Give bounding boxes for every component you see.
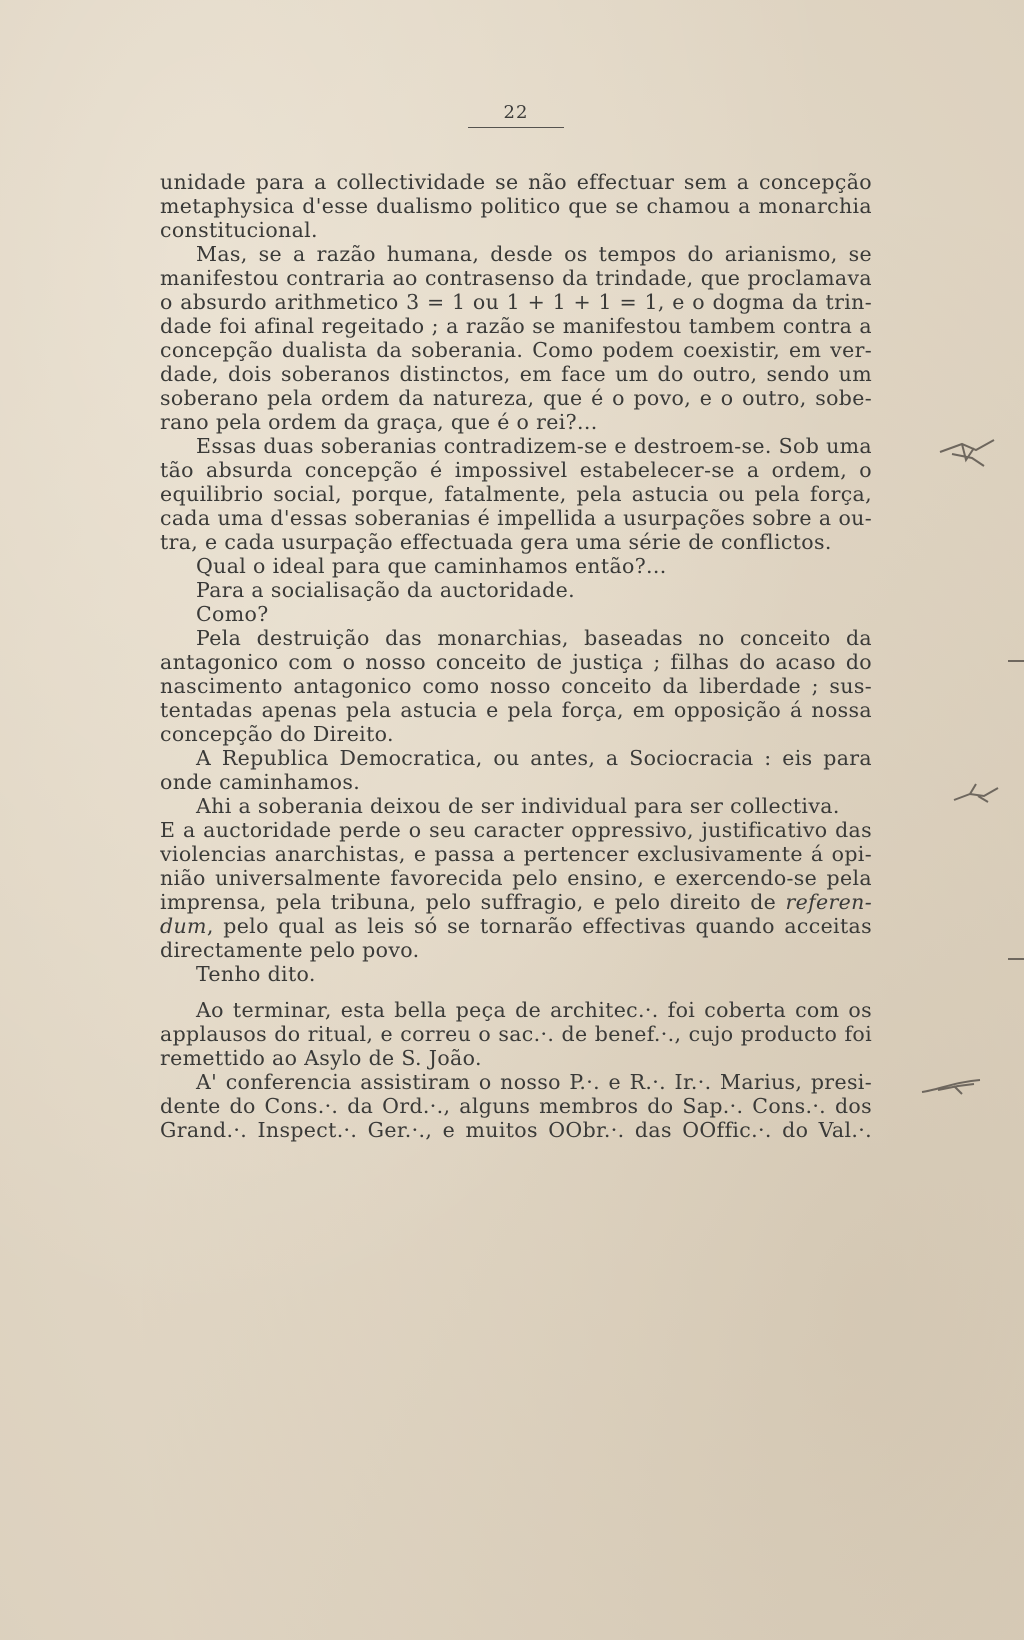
text-line: E a auctoridade perde o seu caracter oppressivo, justificativo das [160, 818, 872, 842]
text-line: concepção do Direito. [160, 722, 394, 746]
closing-text-block [160, 998, 872, 1142]
text-line: A' conferencia assistiram o nosso P.·. e R.·. Ir.·. Marius, presi- [196, 1070, 872, 1094]
text-line: dente do Cons.·. da Ord.·., alguns membros do Sap.·. Cons.·. dos [160, 1094, 872, 1118]
page-number: 22 [503, 102, 529, 123]
text-line: metaphysica d'esse dualismo politico que se chamou a monarchia [160, 194, 872, 218]
text-line: o absurdo arithmetico 3 = 1 ou 1 + 1 + 1 = 1, e o dogma da trin- [160, 290, 872, 314]
text-line: dade foi afinal regeitado ; a razão se manifestou tambem contra a [160, 314, 872, 338]
margin-scribble-icon [932, 430, 1002, 474]
text-line: directamente pelo povo. [160, 938, 420, 962]
text-line: nião universalmente favorecida pelo ensino, e exercendo-se pela [160, 866, 872, 890]
text-line: Tenho dito. [196, 962, 316, 986]
text-line: Qual o ideal para que caminhamos então?... [196, 554, 667, 578]
text-line: Essas duas soberanias contradizem-se e destroem-se. Sob uma [196, 434, 872, 458]
text-line: applausos do ritual, e correu o sac.·. de benef.·., cujo producto foi [160, 1022, 872, 1046]
text-line: A Republica Democratica, ou antes, a Sociocracia : eis para [196, 746, 872, 770]
text-line: cada uma d'essas soberanias é impellida a usurpações sobre a ou- [160, 506, 872, 530]
page-number-rule [468, 127, 564, 128]
text-line: soberano pela ordem da natureza, que é o povo, e o outro, sobe- [160, 386, 872, 410]
text-line: nascimento antagonico como nosso conceito da liberdade ; sus- [160, 674, 872, 698]
text-line: Ao terminar, esta bella peça de architec.·. foi coberta com os [196, 998, 872, 1022]
text-line: Ahi a soberania deixou de ser individual para ser collectiva. [196, 794, 840, 818]
margin-scribble-icon [948, 772, 1008, 812]
text-line: Pela destruição das monarchias, baseadas no conceito da [196, 626, 872, 650]
text-line: Como? [196, 602, 269, 626]
text-line: tentadas apenas pela astucia e pela força, em opposição á nossa [160, 698, 872, 722]
text-line: Para a socialisação da auctoridade. [196, 578, 575, 602]
main-text-block [160, 170, 872, 986]
text-line: manifestou contraria ao contrasenso da trindade, que proclamava [160, 266, 872, 290]
text-line: tra, e cada usurpação effectuada gera uma série de conflictos. [160, 530, 832, 554]
text-line: rano pela ordem da graça, que é o rei?... [160, 410, 598, 434]
edge-mark [1008, 660, 1024, 662]
text-line: onde caminhamos. [160, 770, 361, 794]
text-line: dade, dois soberanos distinctos, em face um do outro, sendo um [160, 362, 872, 386]
text-line: tão absurda concepção é impossivel estabelecer-se a ordem, o [160, 458, 872, 482]
text-line: antagonico com o nosso conceito de justiça ; filhas do acaso do [160, 650, 872, 674]
text-line: remettido ao Asylo de S. João. [160, 1046, 482, 1070]
text-line: concepção dualista da soberania. Como podem coexistir, em ver- [160, 338, 872, 362]
text-line: dum, pelo qual as leis só se tornarão effectivas quando acceitas [160, 914, 872, 938]
text-line: unidade para a collectividade se não effectuar sem a concepção [160, 170, 872, 194]
text-line: violencias anarchistas, e passa a pertencer exclusivamente á opi- [160, 842, 872, 866]
text-line: Grand.·. Inspect.·. Ger.·., e muitos OObr.·. das OOffic.·. do Val.·. [160, 1118, 872, 1142]
edge-mark [1008, 958, 1024, 960]
text-line: equilibrio social, porque, fatalmente, pela astucia ou pela força, [160, 482, 872, 506]
text-line: constitucional. [160, 218, 318, 242]
text-line: imprensa, pela tribuna, pelo suffragio, e pelo direito de referen- [160, 890, 872, 914]
margin-quill-icon [918, 1072, 988, 1102]
text-line: Mas, se a razão humana, desde os tempos do arianismo, se [196, 242, 872, 266]
